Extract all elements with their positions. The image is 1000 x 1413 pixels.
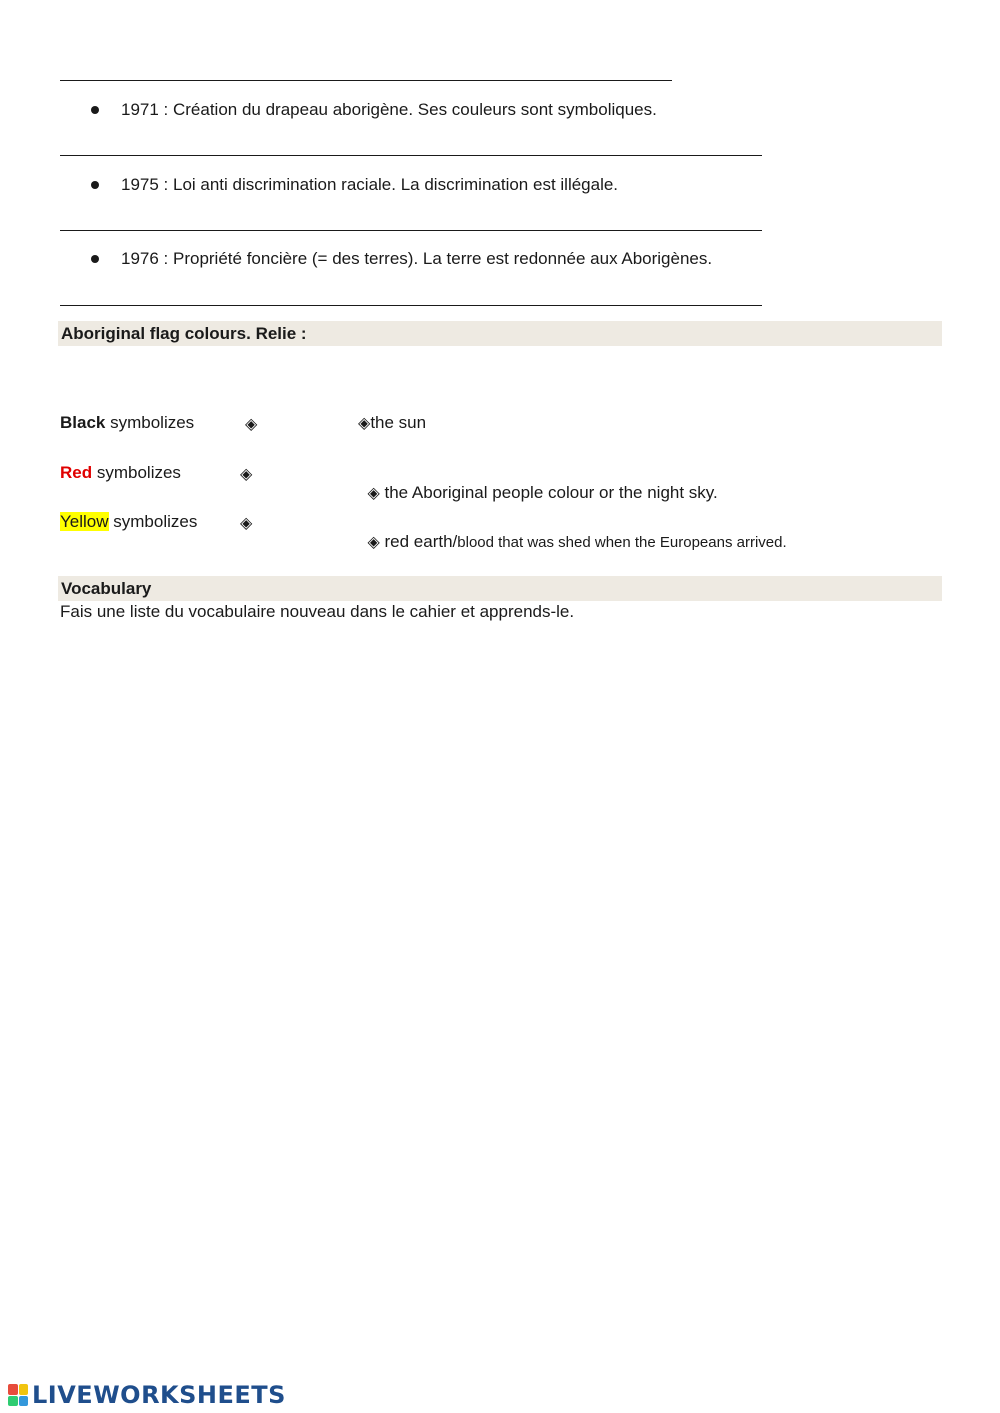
answer-line-top[interactable] — [60, 80, 672, 81]
match-right-2 — [358, 463, 718, 503]
match-left-red — [60, 463, 181, 483]
bullet-item-1971 — [91, 100, 657, 120]
answer-line-3[interactable] — [60, 305, 762, 306]
symbolizes-text: symbolizes — [92, 463, 181, 482]
logo-tile-1 — [8, 1384, 18, 1395]
color-word-yellow: Yellow — [60, 512, 109, 531]
connector-left-1[interactable]: ◈ — [245, 414, 258, 433]
color-word-red: Red — [60, 463, 93, 482]
answer-line-1[interactable] — [60, 155, 762, 156]
bullet-text: 1971 : Création du drapeau aborigène. Ses couleurs sont symboliques. — [121, 100, 657, 119]
bullet-dot — [91, 255, 99, 263]
logo-text: LIVEWORKSHEETS — [32, 1381, 286, 1409]
vocabulary-heading-text: Vocabulary — [61, 579, 152, 598]
color-word-black: Black — [60, 413, 106, 432]
logo-tile-3 — [8, 1396, 18, 1407]
connector-left-3[interactable]: ◈ — [240, 513, 253, 532]
match-right-text: red earth/ — [379, 532, 458, 551]
match-left-black — [60, 413, 194, 433]
connector-right-1[interactable]: ◈ — [358, 413, 371, 432]
logo-icon — [8, 1384, 28, 1406]
vocabulary-heading — [58, 576, 942, 601]
logo-tile-4 — [19, 1396, 29, 1407]
connector-right-3[interactable]: ◈ — [367, 532, 380, 551]
symbolizes-text: symbolizes — [108, 512, 198, 531]
answer-line-2[interactable] — [60, 230, 762, 231]
match-right-text: the sun — [370, 413, 427, 432]
logo-tile-2 — [19, 1384, 29, 1395]
bullet-dot — [91, 106, 99, 114]
liveworksheets-logo — [8, 1381, 286, 1409]
flag-heading-text: Aboriginal flag colours. Relie : — [61, 324, 307, 343]
connector-left-2[interactable]: ◈ — [240, 464, 253, 483]
bullet-item-1976 — [91, 249, 712, 269]
symbolizes-text: symbolizes — [105, 413, 195, 432]
bullet-text: 1976 : Propriété foncière (= des terres). La terre est redonnée aux Aborigènes. — [121, 249, 713, 268]
match-right-text: the Aboriginal people colour or the night sky. — [379, 483, 718, 502]
connector-right-2[interactable]: ◈ — [367, 483, 380, 502]
match-right-small-text: blood that was shed when the Europeans arrived. — [457, 534, 787, 551]
match-left-yellow — [60, 512, 197, 532]
match-right-3 — [358, 512, 787, 552]
bullet-text: 1975 : Loi anti discrimination raciale. La discrimination est illégale. — [121, 175, 619, 194]
flag-section-heading — [58, 321, 942, 346]
vocabulary-instructions: Fais une liste du vocabulaire nouveau dans le cahier et apprends-le. — [60, 602, 575, 621]
bullet-item-1975 — [91, 175, 618, 195]
bullet-dot — [91, 181, 99, 189]
match-right-1 — [358, 413, 426, 433]
